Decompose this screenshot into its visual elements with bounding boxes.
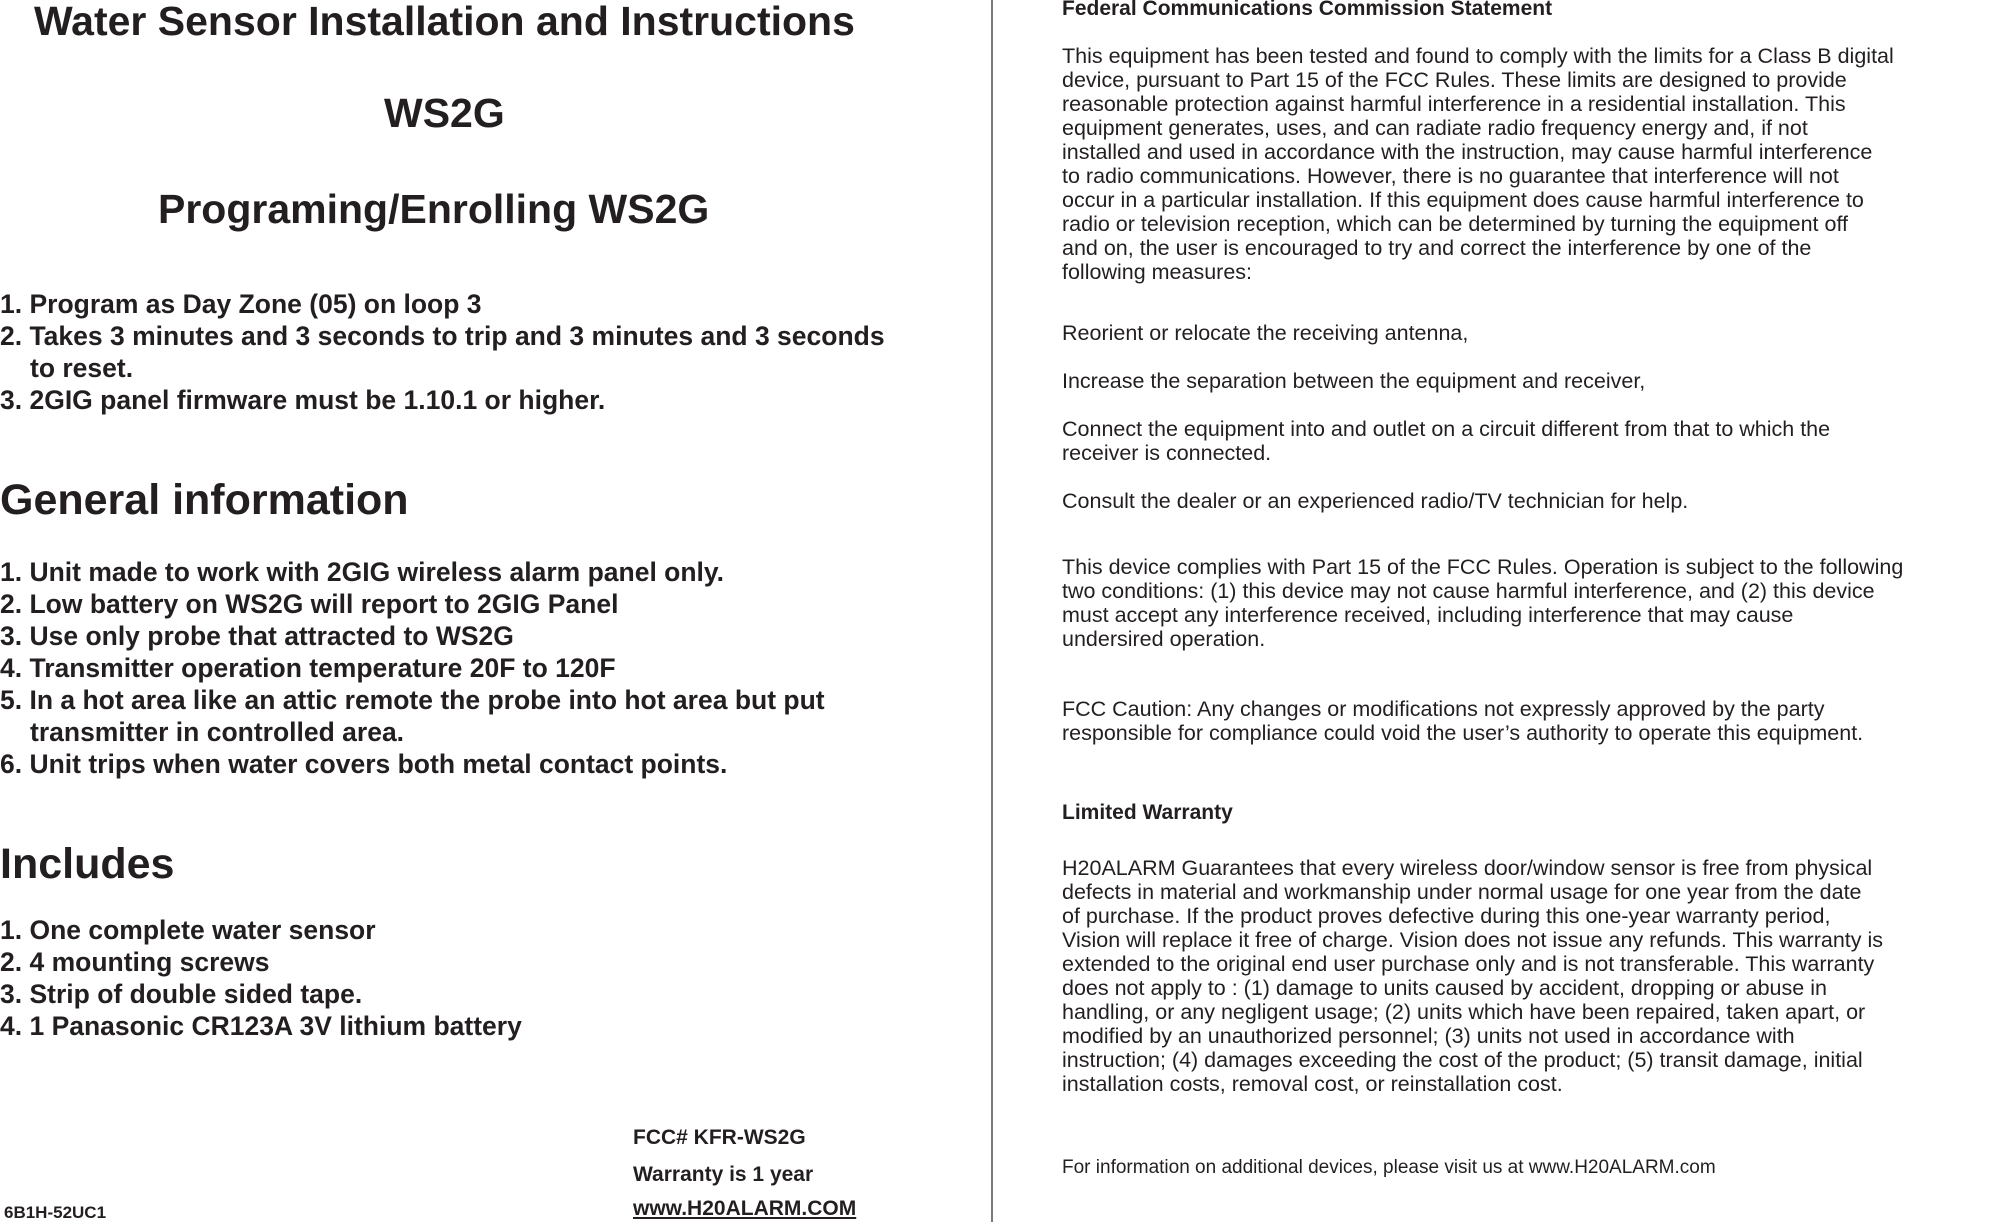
includes-list [0,914,522,1042]
website-link[interactable]: www.H20ALARM.COM [633,1197,857,1220]
text-line: undersired operation. [1062,627,1266,651]
text-line: installed and used in accordance with the instruction, may cause harmful interference [1062,140,1873,164]
text-line: H20ALARM Guarantees that every wireless door/window sensor is free from physical [1062,856,1873,880]
text-line: two conditions: (1) this device may not cause harmful interference, and (2) this device [1062,579,1875,603]
footer-info: For information on additional devices, please visit us at www.H20ALARM.com [1062,1157,1716,1178]
general-heading: General information [0,476,409,524]
warranty-note: Warranty is 1 year [633,1163,814,1186]
text-line: defects in material and workmanship under normal usage for one year from the date [1062,880,1862,904]
document-title: Water Sensor Installation and Instructions [34,0,855,44]
list-item: 4. 1 Panasonic CR123A 3V lithium battery [0,1011,522,1041]
text-line: This equipment has been tested and found to comply with the limits for a Class B digital [1062,44,1894,68]
text-line: handling, or any negligent usage; (2) units which have been repaired, taken apart, or [1062,1000,1866,1024]
measure-outlet [1062,417,1830,465]
list-item: 2. Low battery on WS2G will report to 2GIG Panel [0,589,619,619]
fcc-id: FCC# KFR-WS2G [633,1126,806,1149]
measure-separation: Increase the separation between the equipment and receiver, [1062,369,1646,393]
text-line: installation costs, removal cost, or reinstallation cost. [1062,1072,1563,1096]
text-line: radio or television reception, which can be determined by turning the equipment off [1062,212,1849,236]
list-item: transmitter in controlled area. [30,717,405,747]
text-line: and on, the user is encouraged to try and correct the interference by one of the [1062,236,1812,260]
page-divider [991,0,993,1222]
list-item: 1. One complete water sensor [0,915,376,945]
text-line: receiver is connected. [1062,441,1272,465]
list-item: 4. Transmitter operation temperature 20F to 120F [0,653,616,683]
list-item: to reset. [30,353,134,383]
list-item: 5. In a hot area like an attic remote the probe into hot area but put [0,685,825,715]
programming-list [0,288,885,416]
text-line: Vision will replace it free of charge. Vision does not issue any refunds. This warranty is [1062,928,1883,952]
measure-consult: Consult the dealer or an experienced radio/TV technician for help. [1062,489,1689,513]
text-line: equipment generates, uses, and can radiate radio frequency energy and, if not [1062,116,1808,140]
part-code: 6B1H-52UC1 [4,1203,107,1222]
list-item: 6. Unit trips when water covers both metal contact points. [0,749,728,779]
warranty-statement [1062,856,1883,1096]
part15-statement [1062,555,1903,651]
text-line: instruction; (4) damages exceeding the cost of the product; (5) transit damage, initial [1062,1048,1863,1072]
text-line: extended to the original end user purchase only and is not transferable. This warranty [1062,952,1875,976]
warranty-heading: Limited Warranty [1062,801,1233,824]
list-item: 3. 2GIG panel firmware must be 1.10.1 or higher. [0,385,606,415]
text-line: must accept any interference received, including interference that may cause [1062,603,1794,627]
text-line: of purchase. If the product proves defective during this one-year warranty period, [1062,904,1831,928]
text-line: This device complies with Part 15 of the FCC Rules. Operation is subject to the following [1062,555,1904,579]
fcc-statement [1062,44,1894,284]
list-item: 1. Unit made to work with 2GIG wireless alarm panel only. [0,557,725,587]
fcc-heading: Federal Communications Commission Statement [1062,0,1553,20]
text-line: device, pursuant to Part 15 of the FCC Rules. These limits are designed to provide [1062,68,1847,92]
text-line: does not apply to : (1) damage to units caused by accident, dropping or abuse in [1062,976,1827,1000]
text-line: reasonable protection against harmful interference in a residential installation. This [1062,92,1846,116]
text-line: FCC Caution: Any changes or modifications not expressly approved by the party [1062,697,1825,721]
list-item: 2. Takes 3 minutes and 3 seconds to trip and 3 minutes and 3 seconds [0,321,885,351]
text-line: following measures: [1062,260,1253,284]
list-item: 3. Use only probe that attracted to WS2G [0,621,514,651]
text-line: modified by an unauthorized personnel; (3) units not used in accordance with [1062,1024,1795,1048]
model-heading: WS2G [384,90,505,136]
includes-heading: Includes [0,840,175,888]
fcc-caution [1062,697,1863,745]
general-list [0,556,825,780]
text-line: responsible for compliance could void the user’s authority to operate this equipment. [1062,721,1864,745]
list-item: 3. Strip of double sided tape. [0,979,363,1009]
text-line: occur in a particular installation. If this equipment does cause harmful interference to [1062,188,1864,212]
list-item: 2. 4 mounting screws [0,947,270,977]
programming-heading: Programing/Enrolling WS2G [158,186,710,232]
list-item: 1. Program as Day Zone (05) on loop 3 [0,289,482,319]
text-line: Connect the equipment into and outlet on a circuit different from that to which the [1062,417,1831,441]
measure-reorient: Reorient or relocate the receiving antenna, [1062,321,1469,345]
text-line: to radio communications. However, there is no guarantee that interference will not [1062,164,1839,188]
